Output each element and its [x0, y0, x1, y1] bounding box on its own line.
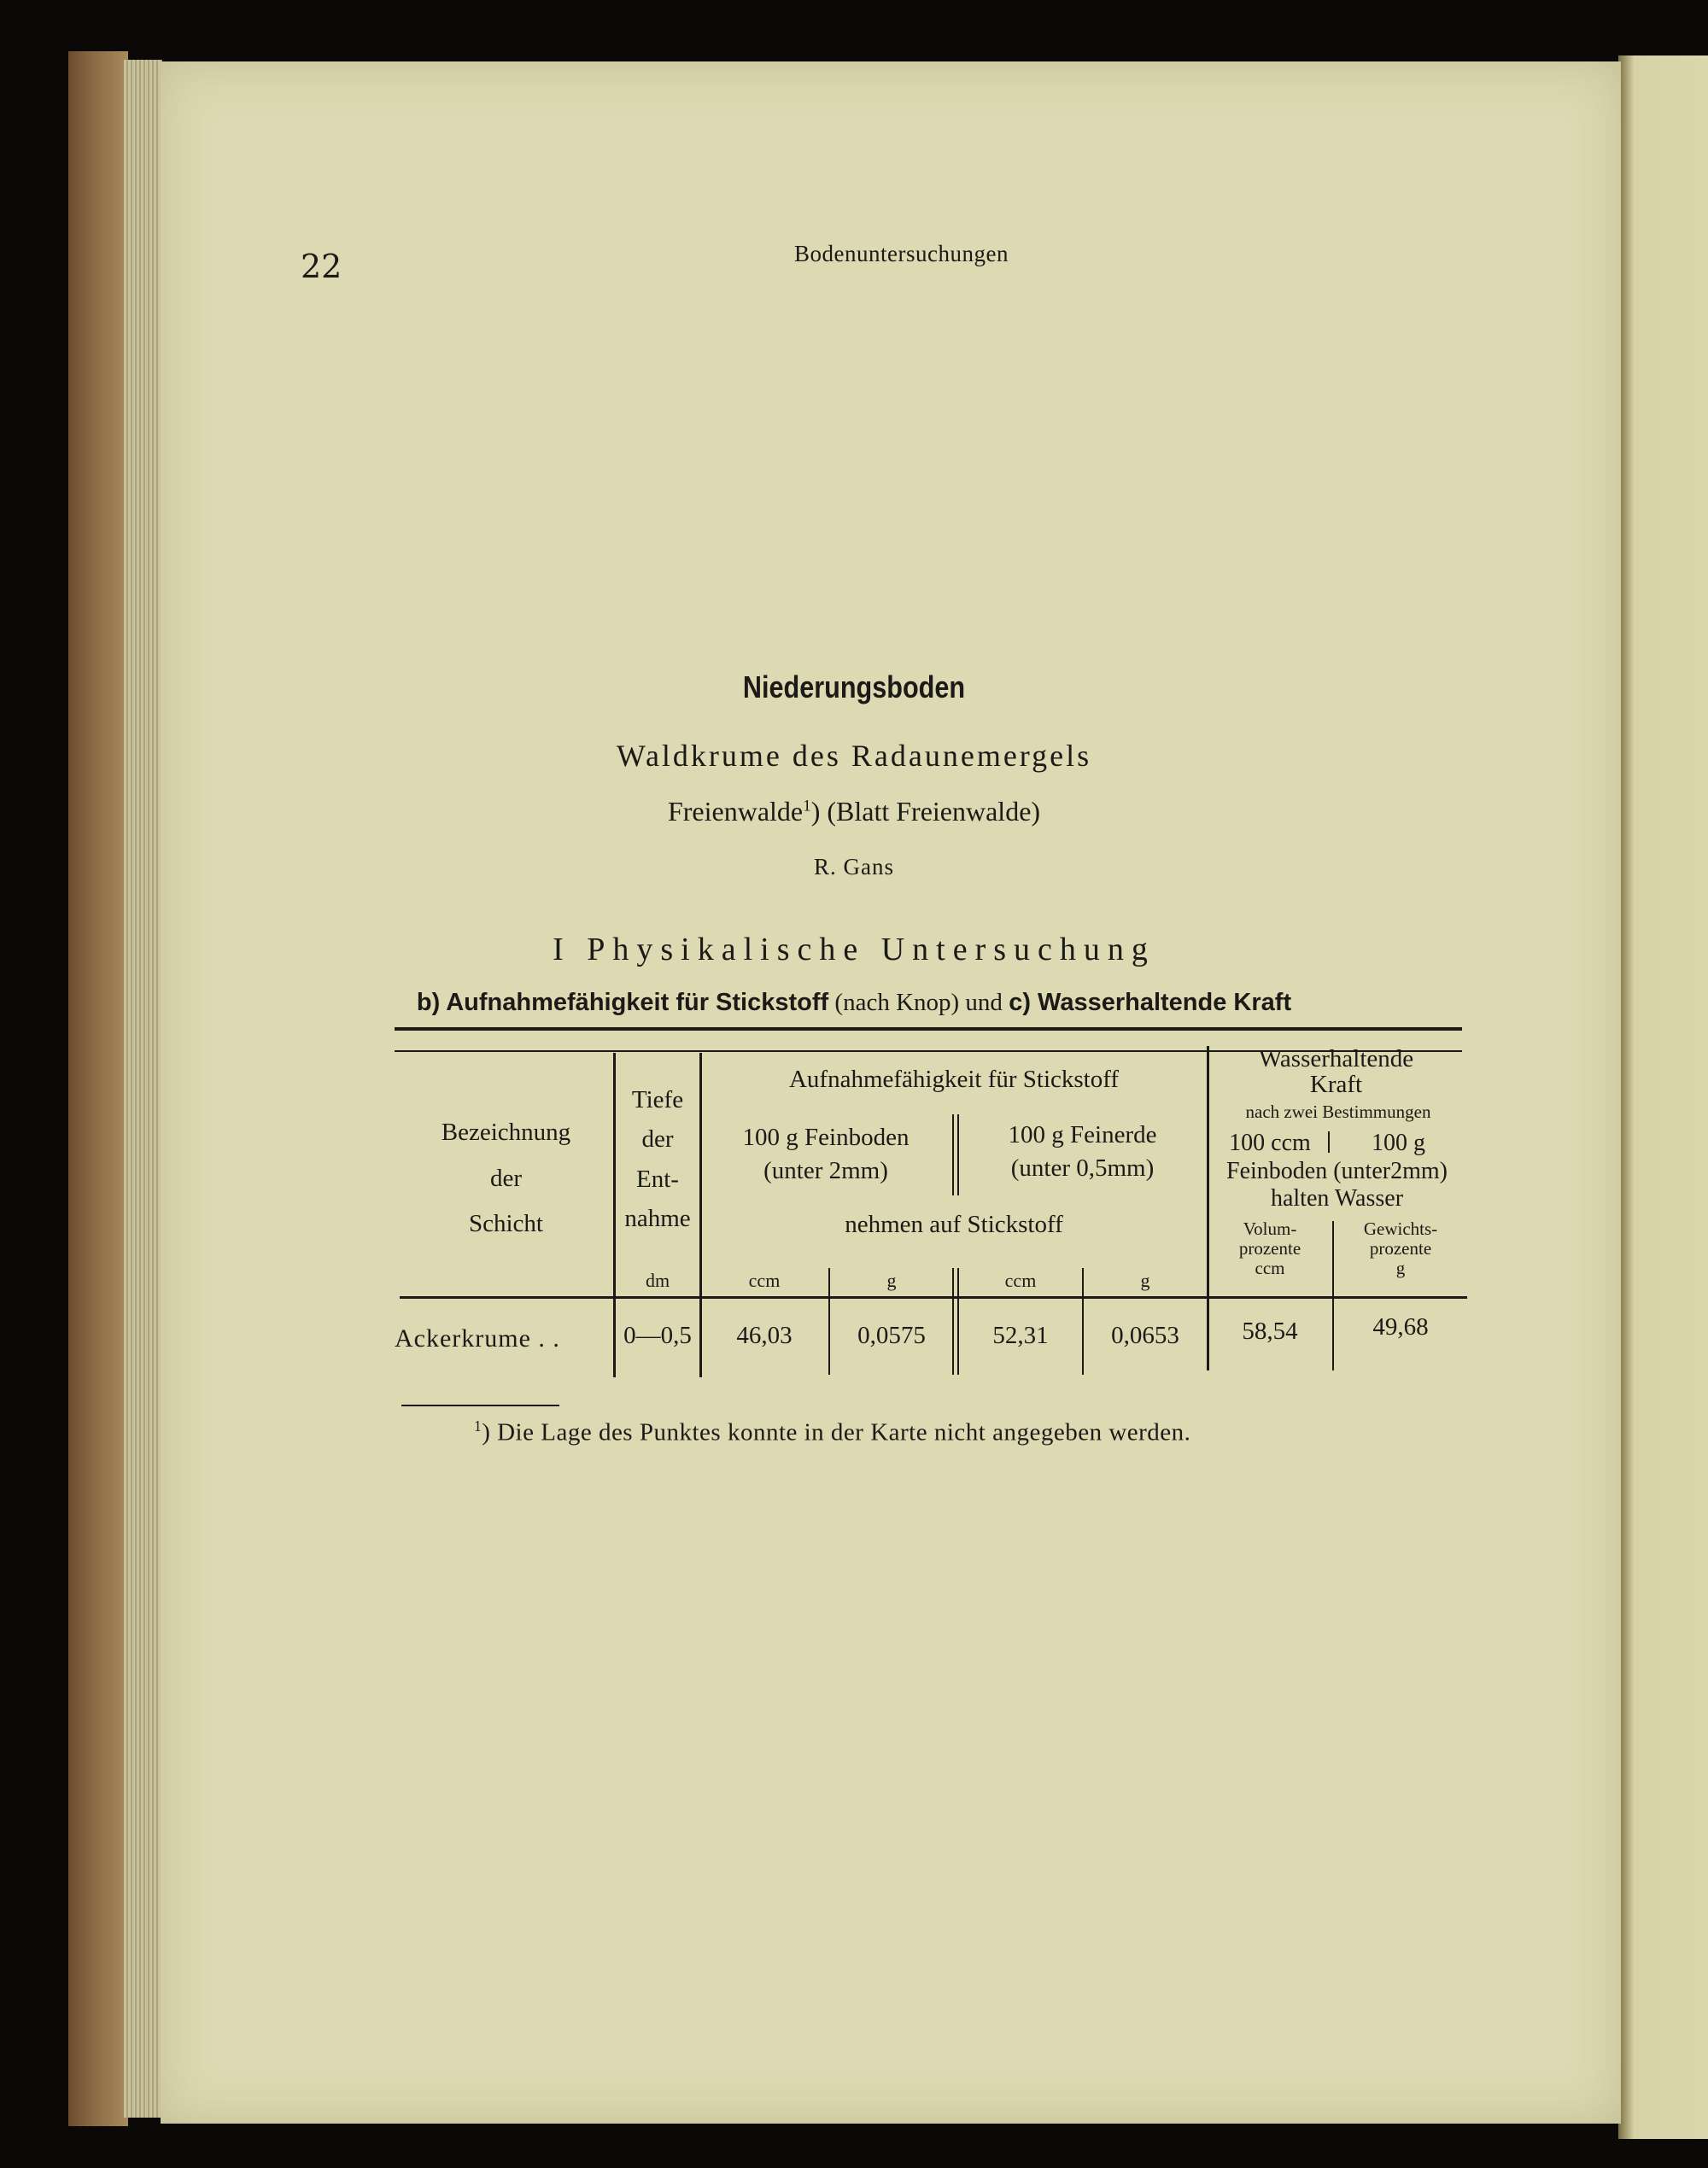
header-depth	[616, 1080, 699, 1239]
header-volume-percent	[1210, 1219, 1330, 1278]
unit-depth: dm	[645, 1270, 670, 1291]
header-text: Gewichts-	[1363, 1218, 1438, 1239]
caption-mid: (nach Knop) und	[828, 989, 1009, 1016]
running-title: Bodenuntersuchungen	[794, 241, 1009, 266]
col-divider-double	[957, 1114, 959, 1195]
section-title: I Physikalische Untersuchung	[553, 932, 1155, 967]
unit-ccm: ccm	[748, 1270, 781, 1291]
author-line: R. Gans	[814, 854, 894, 879]
location-line	[0, 796, 1708, 827]
header-text: nahme	[624, 1205, 691, 1233]
adjacent-page-edge	[1618, 56, 1708, 2139]
header-text: Bezeichnung	[441, 1119, 571, 1146]
header-feinerde	[961, 1119, 1204, 1185]
caption-part-b: b) Aufnahmefähigkeit für Stickstoff	[416, 989, 829, 1016]
header-designation	[401, 1110, 611, 1248]
unit-ccm: ccm	[1004, 1270, 1037, 1291]
location-sheet: ) (Blatt Freienwalde)	[810, 796, 1041, 827]
header-water	[1210, 1046, 1462, 1098]
row-value: 49,68	[1372, 1313, 1429, 1341]
col-divider-double	[952, 1114, 954, 1195]
location-name: Freienwalde	[667, 796, 804, 827]
header-text: (unter 0,5mm)	[1010, 1154, 1155, 1183]
unit-g: g	[886, 1270, 897, 1291]
col-divider-double	[952, 1268, 954, 1375]
header-text: 100 g Feinboden	[742, 1124, 910, 1151]
header-text: ccm	[1255, 1258, 1285, 1279]
table-header-rule	[400, 1296, 1467, 1299]
row-value: 0,0575	[857, 1322, 926, 1349]
table-top-rule	[395, 1027, 1462, 1031]
footnote-marker: 1	[803, 797, 811, 815]
row-value: 52,31	[992, 1322, 1049, 1349]
col-divider-thin	[1082, 1268, 1084, 1375]
row-depth: 0—0,5	[623, 1322, 692, 1349]
row-value: 46,03	[736, 1322, 793, 1349]
header-100ccm: 100 ccm	[1229, 1130, 1311, 1156]
header-text: der	[489, 1164, 523, 1192]
col-divider-thin	[828, 1268, 830, 1375]
header-100g: 100 g	[1372, 1130, 1425, 1156]
header-weight-percent	[1337, 1219, 1465, 1278]
row-label: Ackerkrume . .	[395, 1324, 560, 1353]
header-text: (unter 2mm)	[763, 1157, 888, 1185]
header-nitrogen-note: nehmen auf Stickstoff	[845, 1211, 1063, 1238]
footnote	[474, 1417, 1190, 1447]
soil-title: Waldkrume des Radaunemergels	[616, 739, 1092, 773]
main-title: Niederungsboden	[742, 669, 966, 704]
header-nitrogen: Aufnahmefähigkeit für Stickstoff	[788, 1066, 1120, 1093]
header-text: Ent-	[636, 1165, 679, 1193]
header-text: Schicht	[469, 1210, 543, 1238]
header-text: halten Wasser	[1270, 1185, 1404, 1213]
table-caption	[0, 989, 1708, 1017]
header-water-text	[1207, 1158, 1467, 1213]
footnote-text: ) Die Lage des Punktes konnte in der Karte nicht angegeben werden.	[482, 1418, 1191, 1446]
footnote-mark: 1	[474, 1417, 483, 1435]
header-text: g	[1395, 1258, 1406, 1279]
col-divider-double	[957, 1268, 959, 1375]
row-value: 58,54	[1242, 1318, 1298, 1345]
header-text: der	[641, 1125, 674, 1154]
header-text: prozente	[1238, 1238, 1301, 1259]
header-text: Volum-	[1243, 1218, 1297, 1239]
footnote-rule	[401, 1405, 559, 1406]
header-water-note: nach zwei Bestimmungen	[1245, 1102, 1431, 1122]
header-text: Kraft	[1309, 1071, 1363, 1099]
page-number: 22	[301, 248, 342, 285]
book-spine	[68, 51, 128, 2126]
header-text: Wasserhaltende	[1258, 1045, 1414, 1072]
header-text: Tiefe	[631, 1086, 684, 1113]
header-text: Feinboden (unter2mm)	[1226, 1158, 1448, 1184]
unit-g: g	[1140, 1270, 1150, 1291]
col-divider-thin	[1332, 1221, 1334, 1370]
row-value: 0,0653	[1111, 1322, 1179, 1349]
caption-part-c: c) Wasserhaltende Kraft	[1009, 989, 1292, 1016]
header-text: prozente	[1369, 1238, 1432, 1259]
header-feinboden	[702, 1121, 950, 1188]
header-text: 100 g Feinerde	[1008, 1121, 1157, 1148]
page-edges	[124, 60, 162, 2118]
